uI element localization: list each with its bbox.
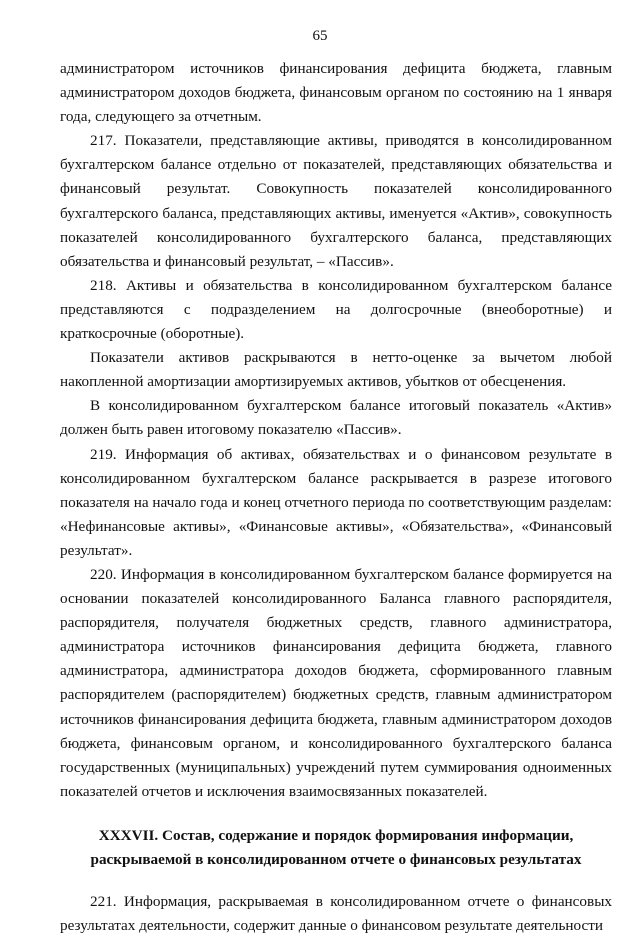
paragraph-217: 217. Показатели, представляющие активы, приводятся в консолидированном бухгалтерском балансе отдельно от показателей, представляющих обязательства и финансовый результат. Совокупность показателей консолидированного бухгалтерского баланса, представляющих активы, именуется «Актив», совокупность показателей консолидированного бухгалтерского баланса, представляющих обязательства и финансовый результат, – «Пассив». <box>60 132 612 270</box>
paragraph-218-balance-equality: В консолидированном бухгалтерском балансе итоговый показатель «Актив» должен быть равен итоговому показателю «Пассив». <box>60 397 612 439</box>
paragraph-219: 219. Информация об активах, обязательствах и о финансовом результате в консолидированном бухгалтерском балансе раскрывается в разрезе итогового показателя на начало года и конец отчетного периода по соответствующим разделам: «Нефинансовые активы», «Финансовые активы», «Обязательства», «Финансовый результат». <box>60 445 612 559</box>
document-body <box>60 57 612 938</box>
section-heading <box>60 824 612 872</box>
paragraph-218-net-assets: Показатели активов раскрываются в нетто-оценке за вычетом любой накопленной амортизации амортизируемых активов, убытков от обесценения. <box>60 349 612 391</box>
paragraph-221: 221. Информация, раскрываемая в консолидированном отчете о финансовых результатах деятельности, содержит данные о финансовом результате деятельности <box>60 893 612 935</box>
page-number: 65 <box>312 28 328 44</box>
section-heading-line-2: раскрываемой в консолидированном отчете о финансовых результатах <box>90 851 582 868</box>
paragraph-220: 220. Информация в консолидированном бухгалтерском балансе формируется на основании показателей консолидированного Баланса главного распорядителя, распорядителя, получателя бюджетных средств, главного администратора, администратора источников финансирования дефицита бюджета, главного администратора, администратора доходов бюджета, сформированного главным распорядителем (распорядителем) бюджетных средств, главным администратором источников финансирования дефицита бюджета, главным администратором доходов бюджета, финансовым органом, и консолидированного бухгалтерского баланса государственных (муниципальных) учреждений путем суммирования одноименных показателей отчетов и исключения взаимосвязанных показателей. <box>60 565 612 800</box>
paragraph-continuation: администратором источников финансирования дефицита бюджета, главным администратором доходов бюджета, финансовым органом по состоянию на 1 января года, следующего за отчетным. <box>60 60 612 126</box>
section-heading-line-1: XXXVII. Состав, содержание и порядок формирования информации, <box>98 826 574 844</box>
paragraph-218: 218. Активы и обязательства в консолидированном бухгалтерском балансе представляются с подразделением на долгосрочные (внеоборотные) и краткосрочные (оборотные). <box>60 276 612 343</box>
